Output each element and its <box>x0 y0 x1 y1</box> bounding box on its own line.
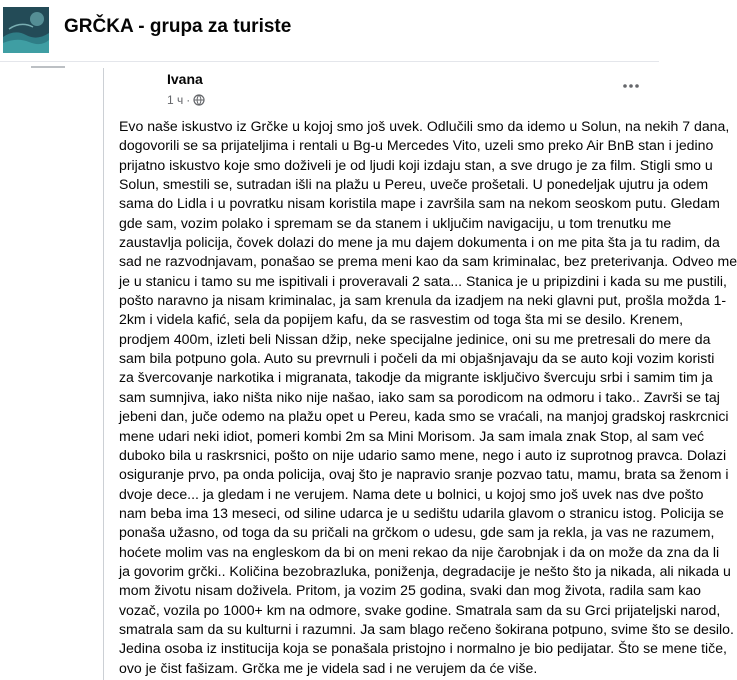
more-options-button[interactable] <box>617 76 645 96</box>
post-text-line: prodjem 400m, izleti beli Nissan džip, neke specijalne jedinice, oni su me pretresali do mere da <box>119 330 711 347</box>
post-text-line: dogovorili se sa prijateljima i rentali u Bg-u Mercedes Vito, uzeli smo preko Air BnB stan i jedino <box>119 137 714 154</box>
post-text-line: vozač, vozila po 1000+ km na odmore, svake godine. Smatrala sam da su Grci prijateljski narod, <box>119 601 721 618</box>
meta-separator: · <box>186 93 191 107</box>
post-text-line: ja govorim grčki.. Količina bezobrazluka, poniženja, degradacije je nešto što ja nikada, ali nikada u <box>119 562 731 579</box>
group-title[interactable]: GRČKA - grupa za turiste <box>64 16 292 37</box>
post-text-line: sama do Lidla i u povratku nisam koristila mape i završila sam na nekom seoskom putu. Gledam <box>119 195 720 212</box>
more-options-icon <box>622 83 640 89</box>
post-text-line: Solun, smestili se, sutradan išli na plažu u Pereu, uveče prošetali. U ponedeljak ujutru ja odem <box>119 176 709 193</box>
post-text-line: jebeni dan, juče odemo na plažu opet u Pereu, kada smo se vraćali, na manjoj gradskoj raskrcnici <box>119 408 729 425</box>
thread-divider <box>103 68 104 680</box>
group-avatar-image[interactable] <box>3 7 49 53</box>
post-text-line: je u stanicu i tamo su me ispitivali i proveravali 2 sata... Stanica je u pripizdini i kada su me pustili, <box>119 272 727 289</box>
post-text-line: osiguranje prvo, pa onda policija, ovaj što je napravio sranje pozvao tatu, mamu, brata sa ženom i <box>119 466 729 483</box>
globe-icon[interactable] <box>193 94 205 106</box>
avatar-placeholder-line <box>31 66 65 68</box>
post-text-line: ovo je čist fašizam. Grčka me je videla sad i ne verujem da će više. <box>119 659 538 676</box>
post-meta <box>167 93 205 107</box>
post-text-line: zaustavlja policija, čovek dolazi do mene ja mu dajem dokumenta i on me pita šta ja tu radim, da <box>119 234 720 251</box>
post-text-line: gde sam, vozim polako i spremam se da stanem i uključim navigaciju, u tom trenutku me <box>119 214 672 231</box>
post-text-line: Evo naše iskustvo iz Grčke u kojoj smo još uvek. Odlučili smo da idemo u Solun, na nekih 7 dana, <box>119 118 730 134</box>
post-text-line: sad ne razvodnjavam, ponašao se prema meni kao da sam kriminalac, bez preterivanja. Odveo me <box>119 253 737 270</box>
post-card <box>103 62 737 680</box>
post-author-name[interactable]: Ivana <box>167 71 203 87</box>
post-text-line: Jedina osoba iz institucija koja se ponašala pristojno i normalno je bio pedijatar. Što se mene tiče, <box>119 640 727 657</box>
post-text-line: 2km i videla kafić, sela da popijem kafu, da se rasvestim od toga šta mi se desilo. Krenem, <box>119 311 684 328</box>
post-text-line: smatrala sam da su kulturni i razumni. Ja sam blago rečeno šokirana potpuno, svime što se desilo. <box>119 620 734 637</box>
post-text-line: mom životu nisam doživela. Pritom, ja vozim 25 godina, svaki dan mog života, radila sam kao <box>119 582 702 599</box>
post-text-line: pošto naravno ja nisam kriminalac, ja sam krenula da izadjem na neki glavni put, prošla možda 1- <box>119 292 727 309</box>
post-text-line: ponaša užasno, od toga da su pričali na grčkom o udesu, gde sam ja rekla, ja vas ne razumem, <box>119 524 715 541</box>
post-text-line: sam sumnjiva, iako ništa niko nije našao, iako sam sa porodicom na odmoru i tako.. Završi se taj <box>119 388 720 405</box>
post-text-line: prijatno iskustvo koje smo doživeli je od ljudi koji izdaju stan, a sve drugo je za film. Stigli smo u <box>119 156 713 173</box>
post-body-text <box>119 117 737 678</box>
post-text-line: dvoje dece... ja gledam i ne verujem. Nama dete u bolnici, u kojoj smo još uvek nas dve pošto <box>119 485 704 502</box>
group-header <box>0 0 659 62</box>
post-text-line: nam beba ima 13 meseci, od siline udarca je u sedištu udarila glavom o stranicu istog. Policija se <box>119 504 724 521</box>
post-text-line: za švercovanje narkotika i migranata, takodje da migrante isključivo švercuju srbi i samim tim ja <box>119 369 713 386</box>
post-text-line: hoćete molim vas na engleskom da bi on meni rekao da nije čarobnjak i da on može da zna da li <box>119 543 720 560</box>
post-text-line: duboko bila u raskrsnici, pošto on nije udario samo mene, nego i auto iz suprotnog pravca. Dolazi <box>119 446 727 463</box>
post-text-line: sam bila potpuno gola. Auto su prevrnuli i počeli da mi objašnjavaju da se auto koji vozim koristi <box>119 350 715 367</box>
post-timestamp[interactable]: 1 ч <box>167 93 184 107</box>
post-text-line: mene udari neki idiot, pomeri kombi 2m sa Mini Morisom. Ja sam imala znak Stop, al sam već <box>119 427 705 444</box>
